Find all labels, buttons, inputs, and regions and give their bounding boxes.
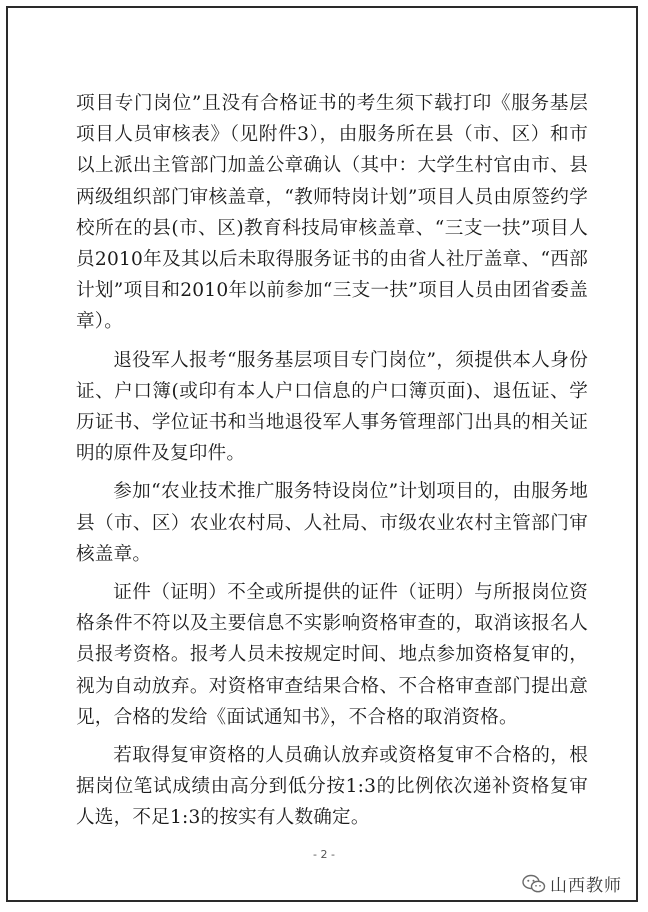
document-body bbox=[76, 88, 588, 834]
paragraph-continuation: 项目专门岗位”且没有合格证书的考生须下载打印《服务基层项目人员审核表》（见附件3），由服务所在县（市、区）和市以上派出主管部门加盖公章确认（其中：大学生村官由市、县两级组织部门审核盖章，“教师特岗计划”项目人员由原签约学校所在的县(市、区)教育科技局审核盖章、“三支一扶”项目人员2010年及其以后未取得服务证书的由省人社厅盖章、“西部计划”项目和2010年以前参加“三支一扶”项目人员由团省委盖章）。 bbox=[76, 93, 588, 333]
page-number: - 2 - bbox=[313, 848, 335, 861]
paragraph-replacement: 若取得复审资格的人员确认放弃或资格复审不合格的，根据岗位笔试成绩由高分到低分按1:3的比例依次递补资格复审人选，不足1:3的按实有人数确定。 bbox=[76, 745, 588, 829]
watermark-text: 山西教师 bbox=[550, 876, 622, 896]
paragraph-qualification-review: 证件（证明）不全或所提供的证件（证明）与所报岗位资格条件不符以及主要信息不实影响资格审查的，取消该报名人员报考资格。报考人员未按规定时间、地点参加资格复审的，视为自动放弃。对资格审查结果合格、不合格审查部门提出意见，合格的发给《面试通知书》，不合格的取消资格。 bbox=[76, 582, 588, 728]
paragraph-veterans: 退役军人报考“服务基层项目专门岗位”，须提供本人身份证、户口簿(或印有本人户口信息的户口簿页面)、退伍证、学历证书、学位证书和当地退役军人事务管理部门出具的相关证明的原件及复印件。 bbox=[76, 349, 588, 465]
wechat-icon bbox=[522, 874, 546, 894]
watermark bbox=[518, 869, 626, 898]
paragraph-agriculture: 参加“农业技术推广服务特设岗位”计划项目的，由服务地县（市、区）农业农村局、人社局、市级农业农村主管部门审核盖章。 bbox=[76, 481, 588, 565]
